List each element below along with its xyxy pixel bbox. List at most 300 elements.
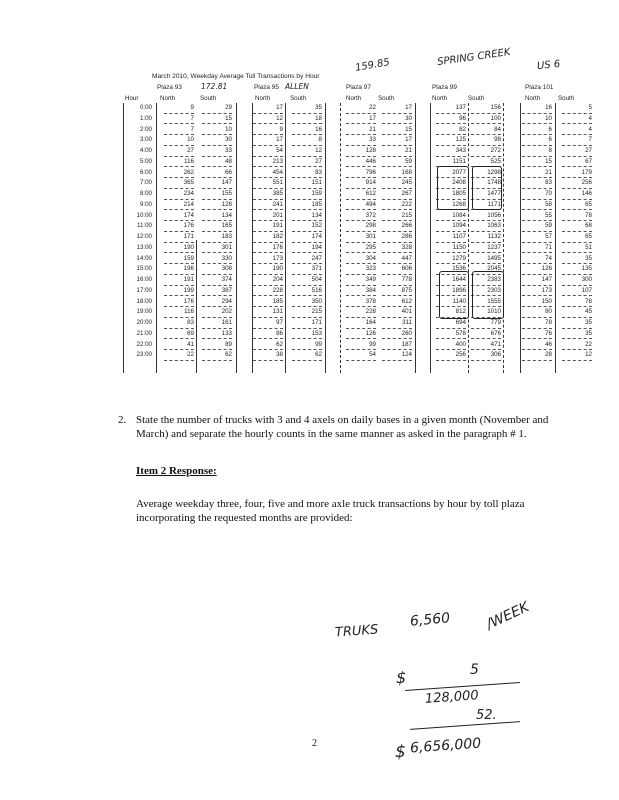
value-cell: 65 [585, 233, 592, 240]
cell-underline [292, 360, 322, 361]
hour-cell: 2:00 [139, 125, 152, 133]
hour-cell: 9:00 [139, 200, 152, 208]
value-cell: 504 [311, 276, 322, 283]
value-cell: 126 [541, 265, 552, 273]
hour-cell: 13:00 [136, 243, 152, 251]
value-cell: 12 [315, 147, 322, 154]
value-cell: 1084 [452, 211, 466, 219]
value-cell: 173 [541, 286, 552, 294]
value-cell: 159 [183, 254, 194, 262]
hour-cell: 4:00 [139, 147, 152, 154]
value-cell: 551 [272, 179, 283, 187]
value-cell: 55 [545, 211, 552, 219]
value-cell: 8 [318, 136, 322, 144]
value-cell: 62 [276, 340, 283, 348]
value-cell: 76 [545, 329, 552, 337]
value-cell: 241 [272, 200, 283, 208]
value-cell: 183 [221, 233, 232, 240]
plaza-93-note: 172.81 [201, 82, 228, 91]
hour-header: Hour [125, 95, 139, 102]
cell-underline [522, 360, 552, 361]
value-cell: 371 [311, 265, 322, 273]
value-cell: 199 [183, 286, 194, 294]
value-cell: 214 [183, 200, 194, 208]
dir-south: South [290, 95, 307, 102]
value-cell: 182 [272, 233, 283, 240]
value-cell: 1150 [452, 243, 466, 251]
value-cell: 194 [311, 243, 322, 251]
cell-underline [164, 360, 194, 361]
handwritten-box [472, 166, 502, 210]
value-cell: 99 [369, 340, 376, 348]
value-cell: 176 [272, 243, 283, 251]
value-cell: 256 [581, 179, 592, 187]
value-cell: 215 [401, 211, 412, 219]
page-number: 2 [312, 738, 317, 749]
value-cell: 176 [183, 222, 194, 230]
cell-underline [562, 360, 592, 361]
value-cell: 301 [221, 243, 232, 251]
value-cell: 159 [311, 190, 322, 197]
value-cell: 1495 [487, 254, 501, 262]
value-cell: 516 [311, 286, 322, 294]
value-cell: 62 [225, 351, 232, 359]
value-cell: 30 [405, 114, 412, 122]
value-cell: 54 [369, 351, 376, 359]
hw-weeks: 52. [476, 708, 497, 723]
value-cell: 27 [315, 157, 322, 165]
cell-underline [346, 360, 376, 361]
dir-south: South [468, 95, 485, 102]
value-cell: 1107 [452, 233, 466, 240]
value-cell: 128 [221, 200, 232, 208]
value-cell: 99 [315, 340, 322, 348]
plaza-99-label: Plaza 99 [432, 84, 457, 91]
value-cell: 176 [183, 297, 194, 305]
hour-cell: 14:00 [136, 254, 152, 262]
value-cell: 294 [221, 297, 232, 305]
value-cell: 298 [365, 222, 376, 230]
hour-cell: 23:00 [136, 351, 152, 359]
value-cell: 17 [276, 136, 283, 144]
question-number: 2. [118, 414, 127, 426]
value-cell: 213 [272, 157, 283, 165]
value-cell: 4 [588, 114, 592, 122]
value-cell: 54 [276, 147, 283, 154]
hour-cell: 17:00 [136, 286, 152, 294]
table-row [0, 178, 619, 189]
value-cell: 58 [545, 200, 552, 208]
value-cell: 308 [221, 265, 232, 273]
value-cell: 38 [276, 351, 283, 359]
value-cell: 9 [279, 125, 283, 133]
value-cell: 2383 [487, 276, 501, 283]
value-cell: 454 [272, 168, 283, 176]
plaza-93-label: Plaza 93 [157, 84, 182, 91]
hour-cell: 5:00 [139, 157, 152, 165]
value-cell: 1279 [452, 254, 466, 262]
value-cell: 262 [183, 168, 194, 176]
value-cell: 116 [184, 308, 194, 316]
value-cell: 30 [225, 136, 232, 144]
value-cell: 84 [494, 125, 501, 133]
value-cell: 67 [585, 157, 592, 165]
hw-rate: 5 [470, 662, 479, 678]
value-cell: 256 [455, 351, 466, 359]
table-row [0, 350, 619, 361]
value-cell: 70 [545, 190, 552, 197]
value-cell: 1094 [452, 222, 466, 230]
hour-cell: 18:00 [136, 297, 152, 305]
value-cell: 1298 [487, 168, 501, 176]
value-cell: 350 [311, 297, 322, 305]
value-cell: 471 [490, 340, 501, 348]
value-cell: 22 [187, 351, 194, 359]
hour-cell: 10:00 [136, 211, 152, 219]
value-cell: 155 [221, 190, 232, 197]
value-cell: 59 [405, 157, 412, 165]
value-cell: 300 [581, 276, 592, 283]
value-cell: 35 [585, 254, 592, 262]
value-cell: 1140 [452, 297, 466, 305]
value-cell: 1477 [487, 190, 501, 197]
value-cell: 201 [272, 211, 283, 219]
value-cell: 267 [401, 190, 412, 197]
value-cell: 330 [221, 254, 232, 262]
value-cell: 27 [187, 147, 194, 154]
note-us6: US 6 [536, 58, 561, 73]
value-cell: 215 [311, 308, 322, 316]
value-cell: 45 [585, 308, 592, 316]
handwritten-box [439, 271, 469, 319]
hw-total-1: 128,000 [424, 688, 480, 707]
value-cell: 153 [311, 329, 322, 337]
value-cell: 59 [545, 222, 552, 230]
value-cell: 812 [455, 308, 466, 316]
table-row [0, 135, 619, 146]
value-cell: 174 [183, 211, 194, 219]
value-cell: 1010 [487, 308, 501, 316]
value-cell: 10 [225, 125, 232, 133]
value-cell: 525 [490, 157, 501, 165]
table-row [0, 189, 619, 200]
value-cell: 133 [221, 329, 232, 337]
hw-dollar-2: $ [395, 742, 406, 762]
table-row [0, 103, 619, 114]
value-cell: 21 [369, 125, 376, 133]
value-cell: 46 [545, 340, 552, 348]
value-cell: 29 [225, 104, 232, 111]
value-cell: 204 [272, 276, 283, 283]
value-cell: 80 [545, 308, 552, 316]
table-row [0, 221, 619, 232]
value-cell: 295 [365, 243, 376, 251]
value-cell: 74 [545, 254, 552, 262]
table-title: March 2010, Weekday Average Toll Transactions by Hour [152, 73, 320, 80]
value-cell: 234 [183, 190, 194, 197]
value-cell: 202 [221, 308, 232, 316]
plaza-97-label: Plaza 97 [346, 84, 371, 91]
table-row [0, 275, 619, 286]
table-row [0, 200, 619, 211]
value-cell: 779 [490, 319, 501, 326]
hour-cell: 15:00 [136, 265, 152, 273]
value-cell: 17 [369, 114, 376, 122]
dir-north: North [432, 95, 448, 102]
value-cell: 185 [272, 297, 283, 305]
value-cell: 17 [405, 136, 412, 144]
handwritten-box [472, 271, 504, 319]
value-cell: 385 [272, 190, 283, 197]
hour-cell: 16:00 [136, 276, 152, 283]
value-cell: 5 [588, 104, 592, 111]
value-cell: 7 [190, 114, 194, 122]
value-cell: 98 [494, 136, 501, 144]
question-text: State the number of trucks with 3 and 4 axels on daily bases in a given month (November and March) and separate the hourly counts in the same manner as asked in the paragraph # 1. [136, 414, 549, 440]
value-cell: 311 [402, 319, 412, 326]
value-cell: 1056 [487, 211, 501, 219]
value-cell: 447 [401, 254, 412, 262]
table-row [0, 232, 619, 243]
note-plaza97: 159.85 [354, 57, 391, 74]
value-cell: 171 [183, 233, 194, 240]
value-cell: 323 [365, 265, 376, 273]
value-cell: 164 [365, 319, 376, 326]
value-cell: 82 [459, 125, 466, 133]
table-row [0, 254, 619, 265]
value-cell: 676 [490, 329, 501, 337]
value-cell: 78 [585, 211, 592, 219]
value-cell: 35 [585, 319, 592, 326]
value-cell: 156 [490, 104, 501, 111]
cell-underline [382, 360, 412, 361]
value-cell: 187 [401, 340, 412, 348]
hour-cell: 0:00 [139, 104, 152, 111]
value-cell: 914 [365, 179, 376, 187]
value-cell: 1555 [487, 297, 501, 305]
value-cell: 190 [183, 243, 194, 251]
value-cell: 694 [455, 319, 466, 326]
value-cell: 15 [545, 157, 552, 165]
value-cell: 125 [455, 136, 466, 144]
hw-trucks-value: 6,560 [409, 610, 451, 630]
value-cell: 1171 [487, 200, 501, 208]
hw-dollar-1: $ [396, 668, 407, 687]
value-cell: 83 [315, 168, 322, 176]
dir-north: North [255, 95, 271, 102]
value-cell: 606 [401, 265, 412, 273]
value-cell: 168 [401, 168, 412, 176]
value-cell: 15 [405, 125, 412, 133]
dir-north: North [525, 95, 541, 102]
value-cell: 78 [585, 297, 592, 305]
value-cell: 446 [365, 157, 376, 165]
plaza-101-label: Plaza 101 [525, 84, 554, 91]
value-cell: 12 [276, 114, 283, 122]
table-row [0, 114, 619, 125]
value-cell: 2303 [487, 286, 501, 294]
value-cell: 400 [455, 340, 466, 348]
table-row [0, 146, 619, 157]
value-cell: 69 [187, 329, 194, 337]
value-cell: 191 [183, 276, 194, 283]
value-cell: 116 [184, 157, 194, 165]
hour-cell: 7:00 [139, 179, 152, 187]
table-row [0, 307, 619, 318]
value-cell: 4 [588, 125, 592, 133]
plaza-95-note: ALLEN [285, 82, 309, 91]
value-cell: 71 [545, 243, 552, 251]
value-cell: 83 [187, 319, 194, 326]
hour-cell: 6:00 [139, 168, 152, 176]
value-cell: 134 [311, 211, 322, 219]
value-cell: 57 [545, 233, 552, 240]
value-cell: 107 [581, 286, 592, 294]
value-cell: 12 [585, 351, 592, 359]
value-cell: 17 [276, 104, 283, 111]
value-cell: 1063 [487, 222, 501, 230]
value-cell: 387 [221, 286, 232, 294]
value-cell: 137 [455, 104, 466, 111]
value-cell: 306 [490, 351, 501, 359]
table-row [0, 340, 619, 351]
value-cell: 612 [401, 297, 412, 305]
hour-cell: 12:00 [136, 233, 152, 240]
hour-cell: 3:00 [139, 136, 152, 144]
dir-north: North [160, 95, 176, 102]
value-cell: 86 [276, 329, 283, 337]
value-cell: 41 [187, 340, 194, 348]
value-cell: 796 [365, 168, 376, 176]
value-cell: 286 [401, 233, 412, 240]
value-cell: 173 [272, 254, 283, 262]
value-cell: 15 [225, 114, 232, 122]
value-cell: 48 [225, 157, 232, 165]
value-cell: 374 [221, 276, 232, 283]
value-cell: 1237 [487, 243, 501, 251]
value-cell: 6 [548, 136, 552, 144]
value-cell: 161 [221, 319, 232, 326]
value-cell: 1805 [452, 190, 466, 197]
note-spring-creek: SPRING CREEK [436, 46, 512, 69]
value-cell: 128 [365, 147, 376, 154]
value-cell: 65 [585, 200, 592, 208]
value-cell: 89 [225, 340, 232, 348]
value-cell: 78 [545, 319, 552, 326]
value-cell: 147 [221, 179, 232, 187]
table-row [0, 168, 619, 179]
value-cell: 6 [548, 125, 552, 133]
value-cell: 62 [315, 351, 322, 359]
value-cell: 266 [401, 222, 412, 230]
value-cell: 272 [490, 147, 501, 154]
value-cell: 8 [548, 147, 552, 154]
value-cell: 1644 [452, 276, 466, 283]
table-row [0, 243, 619, 254]
value-cell: 1268 [452, 200, 466, 208]
cell-underline [436, 360, 466, 361]
value-cell: 1151 [452, 157, 466, 165]
value-cell: 1132 [487, 233, 501, 240]
value-cell: 365 [183, 179, 194, 187]
value-cell: 2077 [452, 168, 466, 176]
table-row [0, 264, 619, 275]
plaza-95-label: Plaza 95 [254, 84, 279, 91]
value-cell: 83 [545, 179, 552, 187]
value-cell: 171 [311, 319, 322, 326]
dir-south: South [558, 95, 575, 102]
value-cell: 1896 [452, 286, 466, 294]
value-cell: 51 [585, 243, 592, 251]
value-cell: 301 [365, 233, 376, 240]
item2-response-text: Average weekday three, four, five and more axle truck transactions by hour by toll plaza incorporating the requested months are provided: [136, 498, 525, 524]
hour-cell: 20:00 [136, 319, 152, 326]
value-cell: 1536 [452, 265, 466, 273]
value-cell: 126 [365, 329, 376, 337]
value-cell: 875 [401, 286, 412, 294]
value-cell: 2045 [487, 265, 501, 273]
value-cell: 151 [311, 179, 322, 187]
value-cell: 16 [545, 104, 552, 111]
value-cell: 9 [190, 104, 194, 111]
value-cell: 68 [585, 222, 592, 230]
value-cell: 196 [183, 265, 194, 273]
hour-cell: 1:00 [139, 114, 152, 122]
value-cell: 17 [405, 104, 412, 111]
handwritten-box [437, 166, 469, 210]
table-row [0, 318, 619, 329]
value-cell: 578 [455, 329, 466, 337]
hw-per-week: /WEEK [483, 599, 532, 633]
value-cell: 33 [225, 147, 232, 154]
item2-response-heading: Item 2 Response: [136, 465, 217, 477]
value-cell: 21 [545, 168, 552, 176]
table-row [0, 329, 619, 340]
value-cell: 222 [401, 200, 412, 208]
value-cell: 7 [190, 125, 194, 133]
value-cell: 135 [581, 265, 592, 273]
value-cell: 328 [401, 243, 412, 251]
value-cell: 7 [588, 136, 592, 144]
hour-cell: 8:00 [139, 190, 152, 197]
value-cell: 349 [365, 276, 376, 283]
value-cell: 247 [311, 254, 322, 262]
value-cell: 146 [581, 190, 592, 197]
value-cell: 190 [272, 265, 283, 273]
value-cell: 343 [455, 147, 466, 154]
value-cell: 304 [365, 254, 376, 262]
cell-underline [202, 360, 232, 361]
value-cell: 260 [401, 329, 412, 337]
hw-trucks-label: TRUKS [334, 622, 379, 641]
cell-underline [253, 360, 283, 361]
table-row [0, 297, 619, 308]
table-row [0, 286, 619, 297]
value-cell: 96 [459, 114, 466, 122]
value-cell: 612 [365, 190, 376, 197]
value-cell: 22 [585, 340, 592, 348]
value-cell: 134 [221, 211, 232, 219]
value-cell: 372 [365, 211, 376, 219]
value-cell: 174 [311, 233, 322, 240]
value-cell: 378 [365, 297, 376, 305]
value-cell: 10 [187, 136, 194, 144]
value-cell: 778 [401, 276, 412, 283]
value-cell: 21 [405, 147, 412, 154]
hour-cell: 19:00 [136, 308, 152, 316]
value-cell: 179 [581, 168, 592, 176]
value-cell: 16 [315, 125, 322, 133]
